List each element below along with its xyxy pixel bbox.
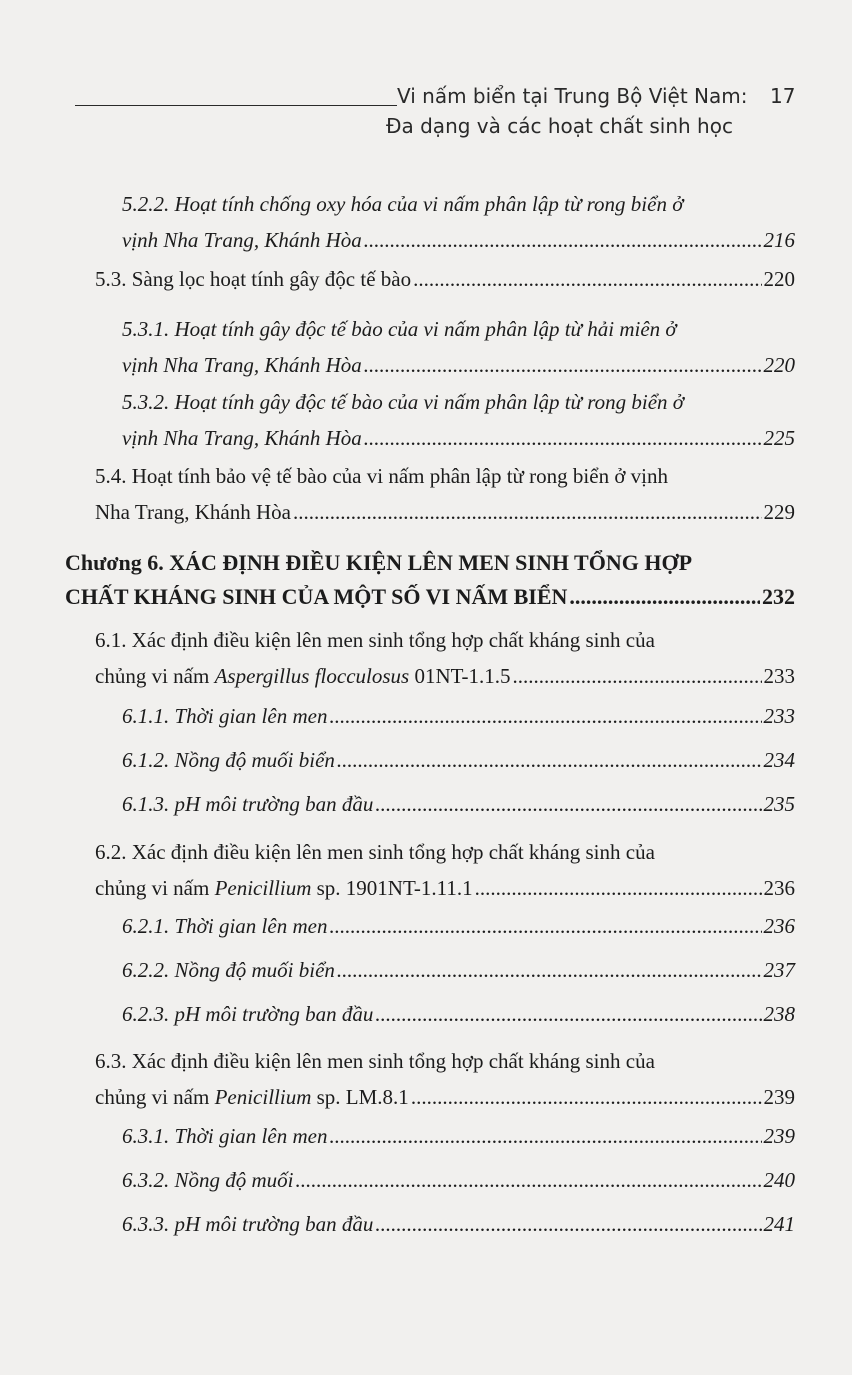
toc-entry-5-4[interactable]: 5.4. Hoạt tính bảo vệ tế bào của vi nấm phân lập từ rong biển ở vịnh Nha Trang, Khánh Hòa ..... 229 <box>95 458 795 530</box>
toc-page: 241 <box>763 1212 795 1236</box>
running-header-title: Vi nấm biển tại Trung Bộ Việt Nam: <box>397 84 748 108</box>
dot-leader <box>375 786 761 822</box>
toc-page: 233 <box>763 704 795 728</box>
dot-leader <box>329 698 761 734</box>
toc-entry-6-2-2[interactable]: 6.2.2. Nồng độ muối biển ..... 237 <box>122 952 795 988</box>
dot-leader <box>337 952 762 988</box>
dot-leader <box>375 1206 761 1242</box>
species-name: Penicillium <box>214 876 312 900</box>
toc-page: 225 <box>763 426 795 450</box>
toc-page: 232 <box>762 584 795 609</box>
toc-entry-5-3-1[interactable]: 5.3.1. Hoạt tính gây độc tế bào của vi nấm phân lập từ hải miên ở vịnh Nha Trang, Khánh Hòa ..... 220 <box>122 311 795 383</box>
dot-leader <box>364 347 762 383</box>
toc-entry-6-3[interactable]: 6.3. Xác định điều kiện lên men sinh tổng hợp chất kháng sinh của chủng vi nấm Penicillium sp. LM.8.1 ..... 239 <box>95 1043 795 1115</box>
toc-entry-6-2-1[interactable]: 6.2.1. Thời gian lên men ..... 236 <box>122 908 795 944</box>
toc-page: 239 <box>763 1085 795 1109</box>
dot-leader <box>293 494 762 530</box>
toc-entry-6-1-3[interactable]: 6.1.3. pH môi trường ban đầu ..... 235 <box>122 786 795 822</box>
toc-entry-5-3[interactable]: 5.3. Sàng lọc hoạt tính gây độc tế bào ..... 220 <box>95 261 795 297</box>
toc-entry-6-1-1[interactable]: 6.1.1. Thời gian lên men ..... 233 <box>122 698 795 734</box>
toc-entry-5-3-2[interactable]: 5.3.2. Hoạt tính gây độc tế bào của vi nấm phân lập từ rong biển ở vịnh Nha Trang, Khánh Hòa ..... 225 <box>122 384 795 456</box>
toc-page: 220 <box>763 353 795 377</box>
dot-leader <box>475 870 762 906</box>
dot-leader <box>329 1118 761 1154</box>
dot-leader <box>329 908 761 944</box>
toc-page: 238 <box>763 1002 795 1026</box>
toc-page: 239 <box>763 1124 795 1148</box>
toc-page: 236 <box>763 914 795 938</box>
toc-page: 237 <box>763 958 795 982</box>
running-header-subtitle: Đa dạng và các hoạt chất sinh học <box>386 114 733 138</box>
species-name: Penicillium <box>214 1085 312 1109</box>
toc-chapter-6[interactable]: Chương 6. XÁC ĐỊNH ĐIỀU KIỆN LÊN MEN SINH TỔNG HỢP CHẤT KHÁNG SINH CỦA MỘT SỐ VI NẤM BIỂN ..... 232 <box>65 546 795 614</box>
toc-entry-6-2[interactable]: 6.2. Xác định điều kiện lên men sinh tổng hợp chất kháng sinh của chủng vi nấm Penicillium sp. 1901NT-1.11.1 ..... 236 <box>95 834 795 906</box>
dot-leader <box>413 261 761 297</box>
toc-entry-6-1-2[interactable]: 6.1.2. Nồng độ muối biển ..... 234 <box>122 742 795 778</box>
toc-page: 234 <box>763 748 795 772</box>
toc-page: 220 <box>763 267 795 291</box>
toc-entry-6-3-3[interactable]: 6.3.3. pH môi trường ban đầu ..... 241 <box>122 1206 795 1242</box>
dot-leader <box>513 658 762 694</box>
toc-entry-6-1[interactable]: 6.1. Xác định điều kiện lên men sinh tổng hợp chất kháng sinh của chủng vi nấm Aspergillus flocculosus 01NT-1.1.5 ..... 233 <box>95 622 795 694</box>
dot-leader <box>296 1162 762 1198</box>
toc-page: 216 <box>763 228 795 252</box>
toc-entry-6-3-1[interactable]: 6.3.1. Thời gian lên men ..... 239 <box>122 1118 795 1154</box>
toc-entry-6-2-3[interactable]: 6.2.3. pH môi trường ban đầu ..... 238 <box>122 996 795 1032</box>
toc-entry-5-2-2[interactable]: 5.2.2. Hoạt tính chống oxy hóa của vi nấm phân lập từ rong biển ở vịnh Nha Trang, Khánh Hòa ..... 216 <box>122 186 795 258</box>
toc-page: 233 <box>763 664 795 688</box>
toc-entry-6-3-2[interactable]: 6.3.2. Nồng độ muối ..... 240 <box>122 1162 795 1198</box>
dot-leader <box>337 742 762 778</box>
header-rule <box>75 105 397 106</box>
toc-page: 240 <box>763 1168 795 1192</box>
dot-leader <box>364 222 762 258</box>
toc-page: 236 <box>763 876 795 900</box>
toc-page: 235 <box>763 792 795 816</box>
page-number: 17 <box>770 84 796 108</box>
dot-leader <box>569 580 760 614</box>
dot-leader <box>364 420 762 456</box>
dot-leader <box>411 1079 762 1115</box>
species-name: Aspergillus flocculosus <box>214 664 410 688</box>
toc-page: 229 <box>763 500 795 524</box>
dot-leader <box>375 996 761 1032</box>
